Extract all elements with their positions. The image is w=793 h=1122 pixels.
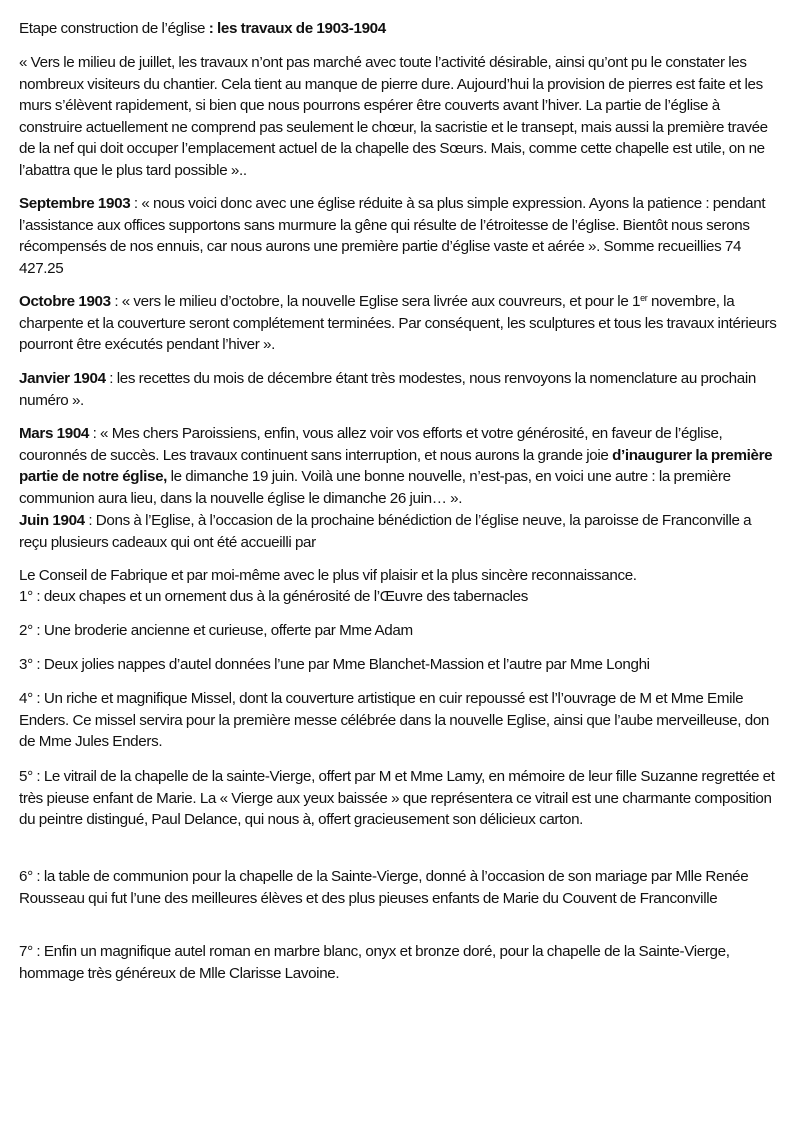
- superscript: er: [640, 293, 648, 303]
- entry-date: Mars 1904: [19, 425, 90, 442]
- entry-text: : « Mes chers Paroissiens, enfin, vous allez voir vos efforts et votre générosité, en faveur de l’église, couronnés de succès. Les travaux continuent sans interruption, et nous aurons la grande joie: [19, 425, 723, 464]
- entry-date: Juin 1904: [19, 512, 85, 529]
- entry-date: Octobre 1903: [19, 293, 111, 310]
- entry-date: Janvier 1904: [19, 370, 106, 387]
- title-bold: : les travaux de 1903-1904: [205, 20, 386, 37]
- entry-mars-1904: [19, 423, 779, 509]
- entry-text: : « vers le milieu d’octobre, la nouvelle Eglise sera livrée aux couvreurs, et pour le 1: [110, 293, 641, 310]
- title-prefix: Etape construction de l’église: [19, 20, 206, 37]
- entry-bold-text: d’inaugurer la première partie de notre église,: [19, 446, 773, 485]
- intro-paragraph: « Vers le milieu de juillet, les travaux n’ont pas marché avec toute l’activité désirable, ainsi qu’ont pu le constater les nombreux visiteurs du chantier. Cela tient au manque de pierre dure. Aujourd’hui la provision de pierres est faite et les murs s’élèvent rapidement, si bien que nous pourrons espérer être couverts avant l’hiver. La partie de l’église à construire actuellement ne comprend pas seulement le chœur, la sacristie et le transept, mais aussi la première travée de la nef qui doit occuper l’emplacement actuel de la chapelle des Sœurs. Mais, comme cette chapelle est utile, on ne l’abattra que le plus tard possible »..: [19, 54, 768, 179]
- entry-octobre-1903: [19, 291, 779, 356]
- list-item: 3° : Deux jolies nappes d’autel données l’une par Mme Blanchet-Massion et l’autre par Mme Longhi: [19, 656, 650, 673]
- list-item: 2° : Une broderie ancienne et curieuse, offerte par Mme Adam: [19, 622, 413, 639]
- entry-text: le dimanche 19 juin. Voilà une bonne nouvelle, n’est-pas, en voici une autre : la première communion aura lieu, dans la nouvelle église le dimanche 26 juin… ».: [19, 468, 731, 507]
- document-title: [19, 18, 779, 40]
- entry-text: : Dons à l’Eglise, à l’occasion de la prochaine bénédiction de l’église neuve, la paroisse de Franconville a reçu plusieurs cadeaux qui ont été accueilli par: [19, 512, 752, 551]
- list-item: 5° : Le vitrail de la chapelle de la sainte-Vierge, offert par M et Mme Lamy, en mémoire de leur fille Suzanne regrettée et très pieuse enfant de Marie. La « Vierge aux yeux baissée » que représentera ce vitrail est une charmante composition du peintre distingué, Paul Delance, qui nous à, offert gracieusement son délicieux carton.: [19, 768, 775, 828]
- entry-date: Septembre 1903: [19, 195, 131, 212]
- list-item: 1° : deux chapes et un ornement dus à la générosité de l’Œuvre des tabernacles: [19, 588, 528, 605]
- list-item: 7° : Enfin un magnifique autel roman en marbre blanc, onyx et bronze doré, pour la chapelle de la Sainte-Vierge, hommage très généreux de Mlle Clarisse Lavoine.: [19, 943, 730, 982]
- entry-juin-1904: [19, 510, 779, 553]
- list-item: 6° : la table de communion pour la chapelle de la Sainte-Vierge, donné à l’occasion de son mariage par Mlle Renée Rousseau qui fut l’une des meilleures élèves et des plus pieuses enfants de Marie du Couvent de Franconville: [19, 868, 749, 907]
- entry-septembre-1903: [19, 193, 779, 279]
- conseil-paragraph: Le Conseil de Fabrique et par moi-même avec le plus vif plaisir et la plus sincère reconnaissance.: [19, 567, 637, 584]
- entry-text: novembre, la charpente et la couverture seront complétement terminées. Par conséquent, les sculptures et tous les travaux intérieurs pourront être exécutés pendant l’hiver ».: [19, 293, 777, 353]
- list-item: 4° : Un riche et magnifique Missel, dont la couverture artistique en cuir repoussé est l’l’ouvrage de M et Mme Emile Enders. Ce missel servira pour la première messe célébrée dans la nouvelle Eglise, ainsi que l’aube merveilleuse, don de Mme Jules Enders.: [19, 690, 770, 750]
- entry-text: : « nous voici donc avec une église réduite à sa plus simple expression. Ayons la patience : pendant l’assistance aux offices supportons sans murmure la gêne qui résulte de l’étroitesse de l’église. Bientôt nous serons récompensés de nos ennuis, car nous aurons une première partie d’église vaste et aérée ». Somme recueillies 74 427.25: [19, 195, 766, 277]
- entry-text: : les recettes du mois de décembre étant très modestes, nous renvoyons la nomenclature au prochain numéro ».: [19, 370, 756, 409]
- entry-janvier-1904: [19, 368, 779, 411]
